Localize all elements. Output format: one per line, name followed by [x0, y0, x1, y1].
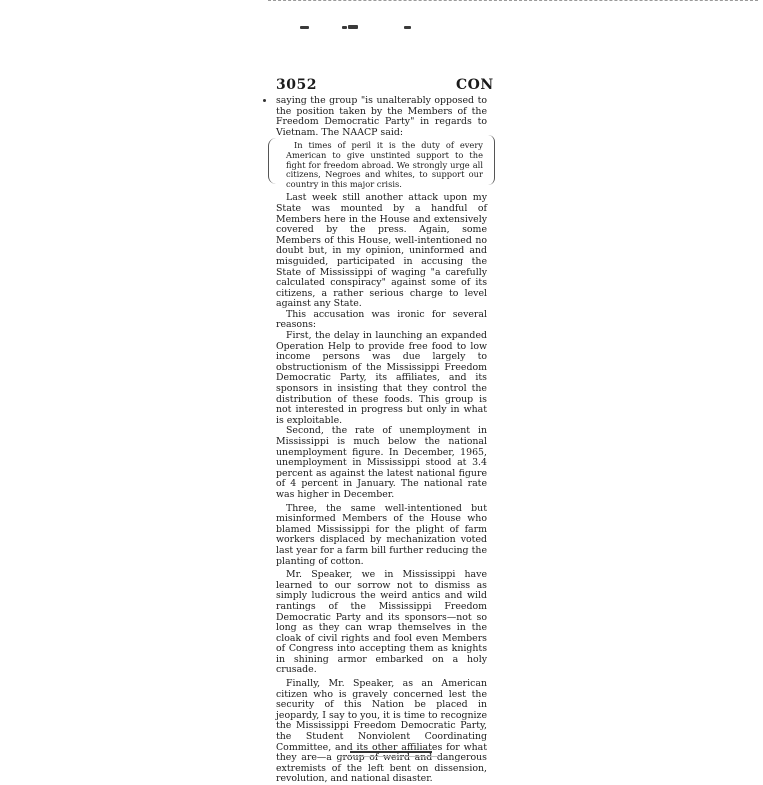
scan-mark — [342, 26, 347, 29]
handwritten-bracket-left — [268, 138, 277, 184]
body-paragraph: Mr. Speaker, we in Mississippi have learned to our sorrow not to dismiss as simply ludicrous the weird antics and wild rantings of the Mississippi Freedom Democratic Party and its sponsors—not so long as they can wrap themselves in the cloak of civil rights and fool even Members of Congress into accepting them as knights in shining armor embarked on a holy crusade. — [276, 569, 487, 676]
page-number: 3052 — [276, 77, 317, 93]
scan-mark — [348, 25, 358, 29]
body-paragraph: Three, the same well-intentioned but misinformed Members of the House who blamed Mississippi for the plight of farm workers displaced by mechanization voted last year for a farm bill further reducing the planting of cotton. — [276, 502, 487, 567]
article-column — [276, 96, 487, 785]
running-header-fragment: CON — [456, 77, 494, 93]
body-paragraph: Finally, Mr. Speaker, as an American citizen who is gravely concerned lest the security of this Nation be placed in jeopardy, I say to you, it is time to recognize the Mississippi Freedom Democratic Party, the Student Nonviolent Coordinating Committee, and its other affiliates for what they are—a group of weird and dangerous extremists of the left bent on dissension, revolution, and national disaster. — [276, 678, 487, 785]
body-paragraph: Second, the rate of unemployment in Mississippi is much below the national unemployment figure. In December, 1965, unemployment in Mississippi stood at 3.4 percent as against the latest national figure of 4 percent in January. The national rate was higher in December. — [276, 425, 487, 500]
quote-text: In times of peril it is the duty of every American to give unstinted support to the fight for freedom abroad. We strongly urge all citizens, Negroes and whites, to support our country in this major crisis. — [286, 140, 483, 189]
body-paragraph: First, the delay in launching an expanded Operation Help to provide free food to low income persons was due largely to obstructionism of the Mississippi Freedom Democratic Party, its affiliates, and its sponsors in insisting that they control the distribution of these foods. This group is not interested in progress but only in what is exploitable. — [276, 330, 487, 426]
body-paragraph: Last week still another attack upon my State was mounted by a handful of Members here in the House and extensively covered by the press. Again, some Members of this House, well-intentioned no doubt but, in my opinion, uninformed and misguided, participated in accusing the State of Mississippi of waging "a carefully calculated conspiracy" against some of its citizens, a rather serious charge to level against any State. — [276, 192, 487, 310]
block-quote — [276, 141, 487, 189]
top-dashed-rule — [268, 0, 758, 3]
end-rule — [350, 751, 432, 753]
handwritten-bracket-right — [488, 135, 495, 185]
body-paragraph: This accusation was ironic for several reasons: — [276, 308, 487, 331]
scan-mark — [300, 26, 309, 29]
body-paragraph: saying the group "is unalterably opposed to the position taken by the Members of the Freedom Democratic Party" in regards to Vietnam. The NAACP said: — [276, 95, 487, 138]
scan-mark — [404, 26, 411, 29]
margin-tick-mark — [263, 99, 266, 102]
end-rule-shadow — [340, 756, 440, 757]
